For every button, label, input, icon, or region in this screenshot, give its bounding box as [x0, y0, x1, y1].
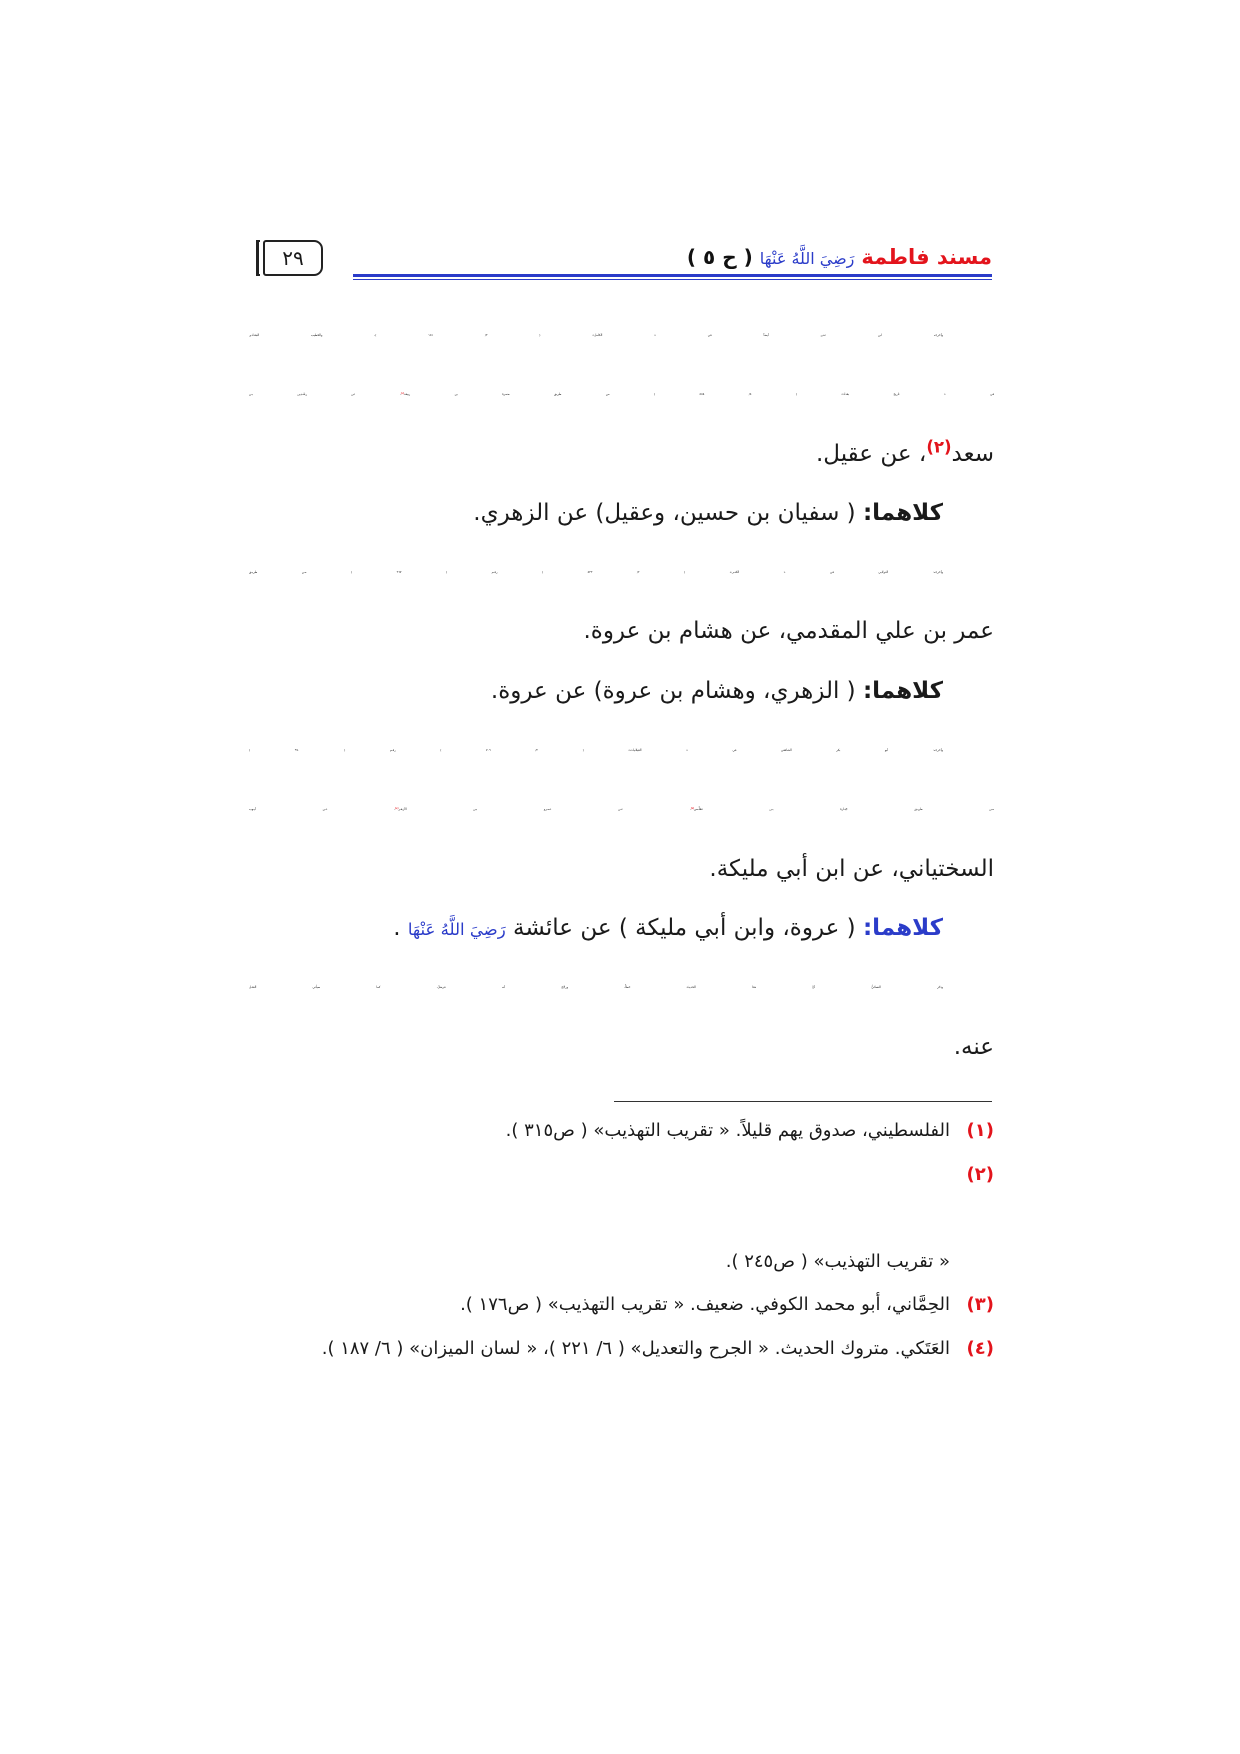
footnote-ref-3: (٣) [690, 807, 695, 811]
body-line-7 [249, 662, 994, 721]
footnote-text: الفلسطيني، صدوق يهم قليلاً. « تقريب التهذيب» ( ص٣١٥ ). [505, 1120, 950, 1141]
body-line-8 [249, 721, 994, 780]
footnote-separator [614, 1101, 992, 1102]
footnote-text: الحِمَّاني، أبو محمد الكوفي. ضعيف. « تقريب التهذيب» ( ص١٧٦ ). [460, 1294, 950, 1316]
body-line-6 [249, 602, 994, 661]
text-run: . [393, 914, 401, 941]
kilahuma-label: كلاهما: [862, 499, 943, 526]
footnote-1 [249, 1109, 994, 1153]
book-title: مسند فاطمة [861, 245, 992, 269]
page-number: ٢٩ [263, 240, 323, 276]
body-line-13 [249, 1018, 994, 1077]
footnote-text [249, 1153, 950, 1197]
text-run: في « تاريخ بغداد» ( ٥/ ٥٥٨ ) من طريق ضمرة بن ربيعة [404, 392, 995, 397]
footnotes [249, 1109, 994, 1371]
text-run: ( عروة، وابن أبي مليكة ) عن عائشة [513, 914, 856, 941]
text-run: ، عـن عمـرو بـن الأزهـر [398, 807, 691, 812]
running-header [353, 239, 992, 275]
footnote-number: (٤) [966, 1337, 994, 1359]
page-number-frame-bar [256, 240, 260, 276]
footnote-ref-2: (٢) [926, 437, 952, 457]
text-run: ( سفيان بن حسين، وعقيل) عن الزهري. [473, 499, 856, 526]
header-rule [353, 274, 992, 280]
footnote-number: (٣) [966, 1294, 994, 1316]
hadith-number: ( ح ٥ ) [686, 245, 753, 269]
body-line-12 [249, 958, 994, 1017]
footnote-text: « تقريب التهذيب» ( ص٢٤٥ ). [725, 1250, 950, 1272]
footnote-text: العَتَكي. متروك الحديث. « الجرح والتعديل» ( ٦/ ٢٢١ )، « لسان الميزان» ( ٦/ ١٨٧ ). [321, 1337, 950, 1359]
body-line-4 [249, 484, 994, 543]
footnote-number: (٢) [966, 1163, 994, 1185]
body-line-1 [249, 306, 994, 365]
footnote-3 [249, 1283, 994, 1327]
body-line-5 [249, 543, 994, 602]
text-run: عنه. [953, 1033, 994, 1060]
footnote-ref-1: (١) [400, 392, 405, 396]
body-text [249, 306, 994, 1077]
footnote-text [249, 1196, 950, 1240]
text-run: ، عن رِشْـدِين بـن [249, 392, 401, 397]
body-line-10 [249, 840, 994, 899]
honorific-glyph: رَضِيَ اللَّهُ عَنْهَا [407, 919, 506, 939]
body-line-9 [249, 780, 994, 839]
footnote-ref-4: (٤) [395, 807, 399, 811]
footnote-2-continuation [249, 1196, 994, 1240]
text-run: ، عن عقيل. [816, 440, 927, 467]
text-run: وأخرجه: أبو بكر الشافعي في « الغيلانيات» ( ٢/ ٧٠٩ ) رقـم ( ٩٧٠ ) [249, 748, 944, 753]
text-run: ( الزهري، وهشام بن عروة) عن عروة. [490, 677, 856, 704]
body-line-3 [249, 425, 994, 484]
kilahuma-label: كلاهما: [862, 914, 943, 941]
footnote-2-continuation [249, 1240, 994, 1284]
body-line-11 [249, 899, 994, 958]
text-run: وأخرجه: الدولابي في « الكنـى» ( ٢/ ٥٣٣ ) رقـم ( ٩٦٧ ) مـن طريـق [249, 570, 943, 575]
text-run: مـن طريـق جُبَـارة بـن مُغَلِّـس [694, 807, 995, 812]
body-line-2 [249, 365, 994, 424]
footnote-4 [249, 1327, 994, 1371]
text-run: سعد [951, 440, 994, 467]
text-run: السختياني، عن ابن أبي مليكة. [709, 855, 994, 882]
honorific-glyph: رَضِيَ اللَّهُ عَنْهَا [759, 249, 855, 268]
kilahuma-label: كلاهما: [862, 677, 943, 704]
text-run: ، عـن أيـوب [249, 807, 396, 812]
text-run: وذكر النسائيُّ أنَّ هذا الحديثَ خطأٌ، ورجَّحَ أنه مُرسَلٌ، كما سيأتي النقـل [249, 985, 943, 990]
text-run: وأخرجه ابن عدي أيضاً في « الكامل» ( ٣/ ١٥١ )، والخطيب البغدادي [249, 333, 944, 337]
footnote-2 [249, 1153, 994, 1197]
footnote-number: (١) [966, 1120, 994, 1141]
text-run: عمر بن علي المقدمي، عن هشام بن عروة. [583, 618, 994, 645]
